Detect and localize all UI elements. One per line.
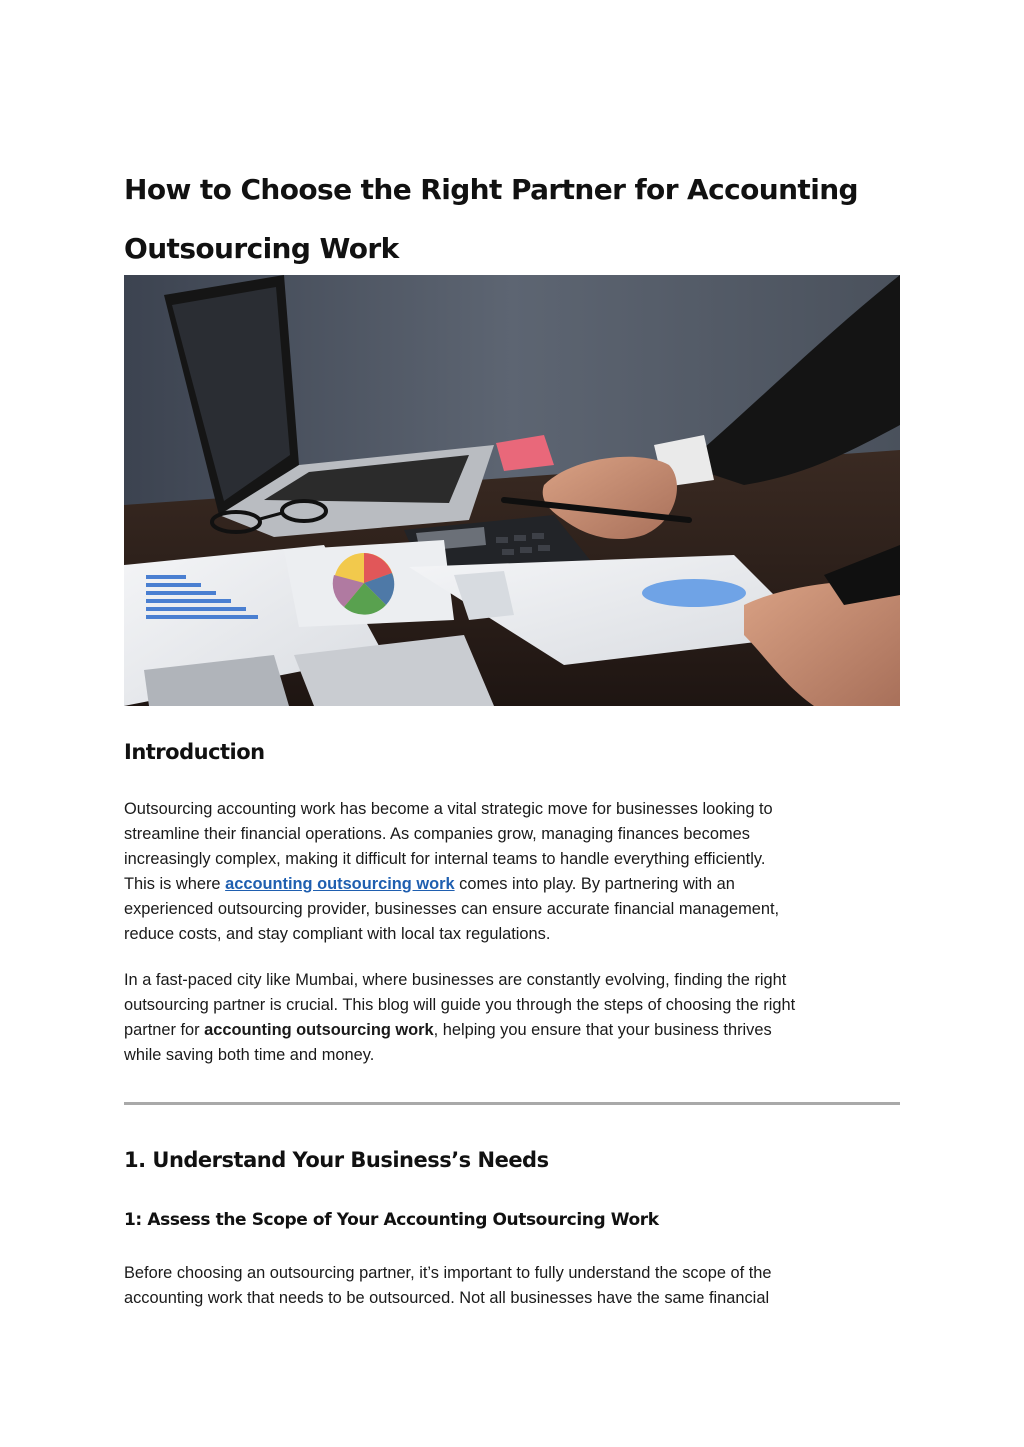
- intro-p2-line-3: [124, 1018, 914, 1043]
- intro-p1-line-6: reduce costs, and stay compliant with local tax regulations.: [124, 925, 551, 943]
- intro-p2-line-1: In a fast-paced city like Mumbai, where businesses are constantly evolving, finding the right: [124, 971, 787, 989]
- section-1-subheading: 1: Assess the Scope of Your Accounting Outsourcing Work: [124, 1210, 659, 1230]
- intro-paragraph-1: [124, 797, 914, 947]
- intro-p2-line-2: outsourcing partner is crucial. This blog will guide you through the steps of choosing the right: [124, 996, 796, 1014]
- intro-heading: Introduction: [124, 740, 265, 764]
- intro-p2-line-3-post: , helping you ensure that your business thrives: [433, 1021, 772, 1039]
- intro-p1-line-4: [124, 872, 914, 897]
- accounting-outsourcing-link[interactable]: accounting outsourcing work: [225, 875, 455, 893]
- section-divider: [124, 1102, 900, 1105]
- section-1-heading: 1. Understand Your Business’s Needs: [124, 1148, 549, 1172]
- section-1-line-2: accounting work that needs to be outsourced. Not all businesses have the same financial: [124, 1289, 770, 1307]
- title-line-2: Outsourcing Work: [124, 232, 399, 265]
- intro-p1-line-4-post: comes into play. By partnering with an: [454, 875, 735, 893]
- page-title: [124, 160, 900, 278]
- intro-p1-line-1: Outsourcing accounting work has become a vital strategic move for businesses looking to: [124, 800, 773, 818]
- intro-p1-line-3: increasingly complex, making it difficult for internal teams to handle everything efficiently.: [124, 850, 766, 868]
- intro-p1-line-5: experienced outsourcing provider, businesses can ensure accurate financial management,: [124, 900, 780, 918]
- intro-paragraph-2: [124, 968, 914, 1068]
- intro-p2-line-4: while saving both time and money.: [124, 1046, 375, 1064]
- hero-image: [124, 275, 900, 706]
- section-1-paragraph: [124, 1261, 914, 1311]
- title-line-1: How to Choose the Right Partner for Accounting: [124, 173, 858, 206]
- intro-p2-line-3-pre: partner for: [124, 1021, 205, 1039]
- intro-p1-line-2: streamline their financial operations. As companies grow, managing finances becomes: [124, 825, 750, 843]
- section-1-line-1: Before choosing an outsourcing partner, it’s important to fully understand the scope of the: [124, 1264, 772, 1282]
- intro-p2-bold-phrase: accounting outsourcing work: [204, 1021, 434, 1039]
- intro-p1-line-4-pre: This is where: [124, 875, 226, 893]
